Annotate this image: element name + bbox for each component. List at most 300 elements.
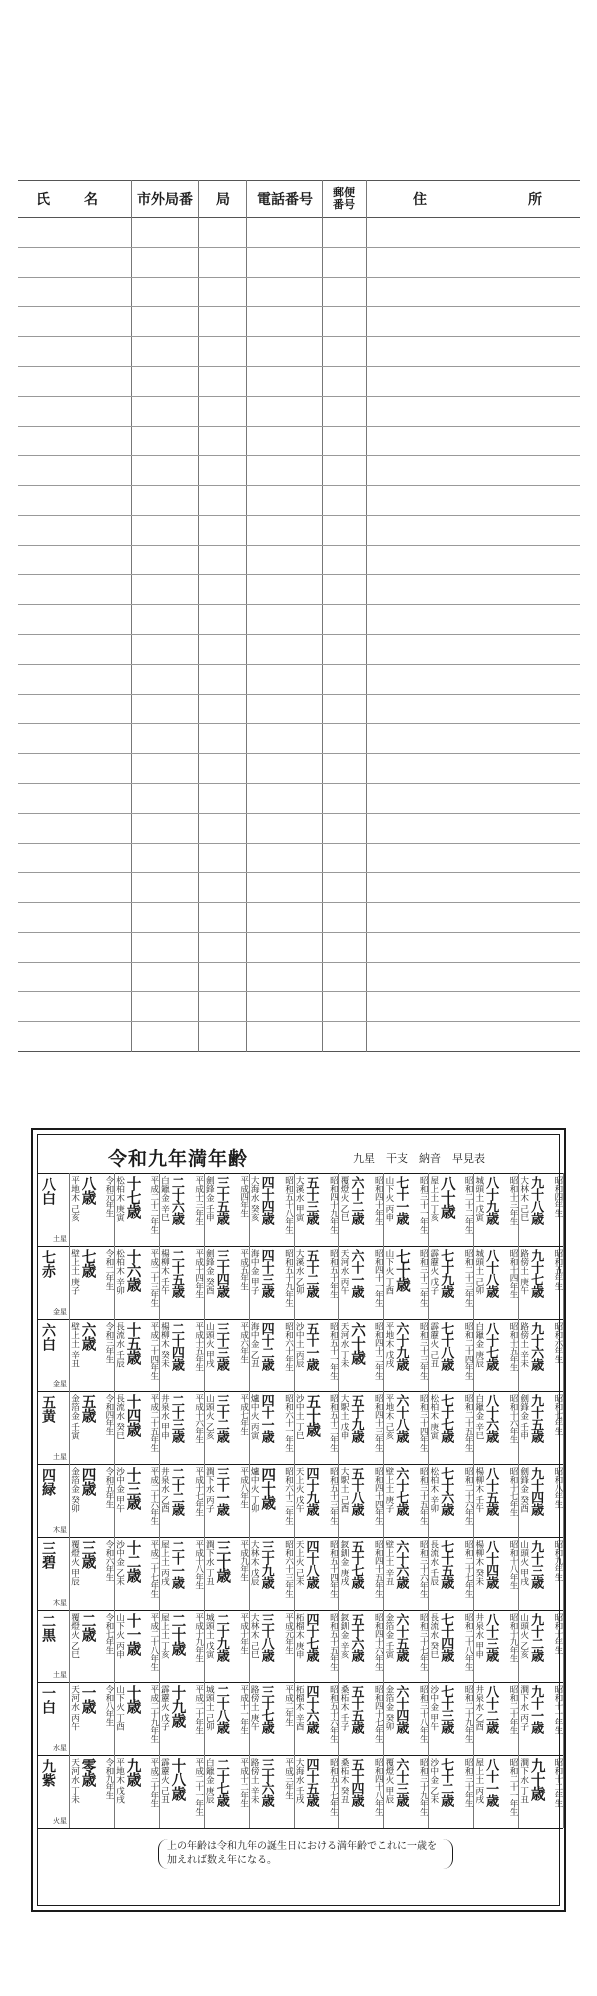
age-value: 三十七歳 (258, 1685, 274, 1734)
age-value: 八歳 (79, 1176, 97, 1205)
age-value: 二十六歳 (168, 1176, 184, 1224)
age-value: 二歳 (79, 1612, 97, 1642)
birth-year: 昭和四十八年生 (373, 1758, 384, 1816)
birth-year: 昭和四十年生 (373, 1176, 384, 1226)
address-row-line (18, 872, 580, 873)
nayin-eto: 釵釧金 辛亥 (339, 1612, 350, 1659)
age-cell (204, 1464, 249, 1537)
age-cell (159, 1682, 204, 1755)
nayin-eto: 路傍土 辛未 (518, 1321, 529, 1368)
column-divider (198, 180, 199, 1052)
age-cell (294, 1682, 339, 1755)
age-value: 二十一歳 (168, 1539, 184, 1588)
header-address-left: 住 (413, 191, 427, 208)
age-cell (294, 1464, 339, 1537)
age-cell (383, 1173, 428, 1246)
birth-year: 平成三年生 (283, 1758, 294, 1800)
birth-year: 平成三十年生 (148, 1758, 159, 1808)
age-cell (428, 1319, 473, 1392)
age-cell (473, 1464, 518, 1537)
age-value: 五十四歳 (348, 1758, 364, 1807)
age-value: 十五歳 (124, 1321, 142, 1365)
nayin-eto: 大林木 己巳 (518, 1176, 529, 1222)
address-row-line (18, 664, 580, 665)
nayin-eto: 大溪水 乙卯 (294, 1248, 305, 1295)
age-value: 六十八歳 (393, 1394, 409, 1443)
age-cell (338, 1537, 383, 1610)
birth-year: 令和五年生 (103, 1467, 114, 1509)
grid-column-line (563, 1173, 564, 1828)
nayin-eto: 天上火 己未 (294, 1539, 305, 1586)
age-cell (159, 1464, 204, 1537)
age-grid (38, 1173, 563, 1828)
birth-year: 昭和十三年生 (508, 1176, 519, 1226)
nayin-eto: 山頭火 甲戌 (204, 1321, 215, 1368)
age-cell (428, 1464, 473, 1537)
age-cell (69, 1464, 114, 1537)
birth-year: 昭和十年生 (552, 1612, 563, 1654)
header-bottom-border (18, 217, 580, 218)
nayin-eto: 城頭土 己卯 (473, 1248, 484, 1295)
age-value: 四十四歳 (258, 1176, 274, 1224)
header-address-right: 所 (528, 191, 542, 208)
nayin-eto: 霹靂火 戊子 (159, 1685, 170, 1732)
nayin-eto: 井泉水 乙酉 (473, 1685, 484, 1732)
age-cell (473, 1755, 518, 1828)
age-value: 三十五歳 (213, 1176, 229, 1224)
birth-year: 昭和四十七年生 (373, 1685, 384, 1743)
age-cell (159, 1246, 204, 1319)
age-value: 四十二歳 (258, 1321, 274, 1370)
star-element: 土星 (53, 1453, 67, 1462)
age-value: 十六歳 (124, 1248, 142, 1292)
age-cell (294, 1537, 339, 1610)
address-row-line (18, 932, 580, 933)
nayin-eto: 松柏木 庚寅 (114, 1176, 125, 1222)
nayin-eto: 霹靂火 戊子 (428, 1248, 439, 1295)
nayin-eto: 山下火 丁酉 (383, 1248, 394, 1295)
nayin-eto: 屋上土 丙戌 (159, 1539, 170, 1586)
age-cell (114, 1173, 159, 1246)
address-row-line (18, 902, 580, 903)
birth-year: 昭和十四年生 (508, 1248, 519, 1298)
age-value: 六十三歳 (393, 1758, 409, 1807)
age-cell (204, 1682, 249, 1755)
nayin-eto: 劍鋒金 壬申 (518, 1394, 529, 1441)
nayin-eto: 金箔金 癸卯 (383, 1685, 394, 1732)
age-value: 四十五歳 (303, 1758, 319, 1807)
age-cell (159, 1319, 204, 1392)
age-value: 零歳 (79, 1758, 97, 1787)
birth-year: 昭和六十年生 (283, 1321, 294, 1371)
age-cell (294, 1755, 339, 1828)
age-value: 一歳 (79, 1685, 97, 1714)
age-value: 三十六歳 (258, 1758, 274, 1807)
age-chart-frame (37, 1134, 563, 1906)
birth-year: 昭和二十七年生 (463, 1539, 474, 1598)
age-value: 八十五歳 (483, 1467, 499, 1516)
birth-year: 昭和二十三年生 (463, 1248, 474, 1307)
age-value: 四十三歳 (258, 1248, 274, 1297)
birth-year: 昭和五十四年生 (328, 1539, 339, 1598)
star-cell (38, 1246, 69, 1319)
age-value: 二十八歳 (213, 1685, 229, 1734)
star-cell (38, 1682, 69, 1755)
nayin-eto: 壁上土 辛丑 (383, 1539, 394, 1586)
nayin-eto: 爐中火 丙寅 (249, 1394, 260, 1441)
age-cell (249, 1319, 294, 1392)
nayin-eto: 天河水 丁未 (339, 1321, 350, 1368)
age-value: 四十一歳 (258, 1394, 274, 1443)
age-cell (69, 1682, 114, 1755)
star-cell (38, 1537, 69, 1610)
age-cell (159, 1610, 204, 1683)
birth-year: 昭和二十二年生 (463, 1176, 474, 1234)
nayin-eto: 白鑞金 庚辰 (473, 1321, 484, 1368)
address-row-line (18, 604, 580, 605)
age-value: 七十五歳 (438, 1539, 454, 1588)
star-name: 一白 (40, 1686, 56, 1715)
nayin-eto: 金箔金 壬寅 (383, 1612, 394, 1659)
age-cell (114, 1464, 159, 1537)
address-row-line (18, 694, 580, 695)
footnote: 上の年齢は令和九年の誕生日における満年齢でこれに一歳を加えれば数え年になる。 (158, 1839, 453, 1869)
age-cell (114, 1755, 159, 1828)
age-cell (518, 1319, 563, 1392)
birth-year: 昭和二十四年生 (463, 1321, 474, 1379)
age-cell (249, 1246, 294, 1319)
age-value: 五十二歳 (303, 1248, 319, 1297)
birth-year: 昭和四十六年生 (373, 1612, 384, 1671)
birth-year: 平成九年生 (238, 1539, 249, 1581)
address-row-line (18, 574, 580, 575)
birth-year: 令和九年生 (103, 1758, 114, 1800)
age-cell (204, 1173, 249, 1246)
age-value: 四歳 (79, 1467, 97, 1496)
star-name: 六白 (40, 1322, 56, 1351)
nayin-eto: 屋上土 丙戌 (473, 1758, 484, 1804)
header-postal-line1: 郵便 (333, 185, 355, 199)
age-value: 五十五歳 (348, 1685, 364, 1734)
birth-year: 昭和五十九年生 (283, 1248, 294, 1307)
address-row-line (18, 783, 580, 784)
nayin-eto: 金箔金 壬寅 (69, 1394, 80, 1441)
header-postal-line2: 番号 (333, 197, 355, 211)
age-value: 三十九歳 (258, 1539, 274, 1588)
age-value: 十七歳 (124, 1176, 142, 1219)
age-cell (69, 1610, 114, 1683)
birth-year: 昭和四十九年生 (328, 1176, 339, 1234)
age-cell (428, 1755, 473, 1828)
star-element: 木星 (53, 1525, 67, 1534)
birth-year: 昭和三十二年生 (418, 1248, 429, 1307)
birth-year: 平成四年生 (238, 1176, 249, 1217)
age-value: 六十九歳 (393, 1321, 409, 1370)
birth-year: 昭和五十五年生 (328, 1612, 339, 1671)
nayin-eto: 澗下水 丙子 (204, 1467, 215, 1513)
star-name: 九紫 (40, 1759, 56, 1788)
age-cell (383, 1610, 428, 1683)
nayin-eto: 長流水 癸巳 (114, 1394, 125, 1441)
birth-year: 昭和三十一年生 (418, 1176, 429, 1234)
birth-year: 昭和十五年生 (508, 1321, 519, 1371)
age-cell (473, 1246, 518, 1319)
age-value: 九歳 (124, 1758, 142, 1787)
age-value: 三歳 (79, 1539, 97, 1569)
column-divider (131, 180, 132, 1052)
nayin-eto: 沙中土 丁巳 (294, 1394, 305, 1441)
birth-year: 平成二十五年生 (148, 1394, 159, 1452)
age-cell (428, 1537, 473, 1610)
birth-year: 令和二年生 (103, 1248, 114, 1290)
nayin-eto: 路傍土 庚午 (518, 1248, 529, 1295)
nayin-eto: 井泉水 甲申 (159, 1394, 170, 1441)
nayin-eto: 楊柳木 壬午 (473, 1467, 484, 1513)
birth-year: 昭和五十七年生 (328, 1758, 339, 1816)
age-value: 九十二歳 (528, 1612, 544, 1661)
age-cell (383, 1755, 428, 1828)
nayin-eto: 海中金 甲子 (249, 1248, 260, 1295)
age-cell (473, 1391, 518, 1464)
birth-year: 平成七年生 (238, 1394, 249, 1436)
birth-year: 昭和二十五年生 (463, 1394, 474, 1452)
age-value: 七十三歳 (438, 1685, 454, 1734)
star-element: 水星 (53, 1744, 67, 1753)
star-element: 土星 (53, 1671, 67, 1680)
birth-year: 令和七年生 (103, 1612, 114, 1654)
nayin-eto: 澗下水 丁丑 (518, 1758, 529, 1804)
nayin-eto: 城頭土 戊寅 (204, 1612, 215, 1659)
nayin-eto: 沙中金 乙未 (114, 1539, 125, 1586)
age-value: 八十七歳 (483, 1321, 499, 1370)
age-cell (204, 1391, 249, 1464)
birth-year: 平成二十九年生 (148, 1685, 159, 1743)
nayin-eto: 金箔金 癸卯 (69, 1467, 80, 1513)
age-value: 七十八歳 (438, 1321, 454, 1370)
age-value: 六十七歳 (393, 1467, 409, 1516)
nayin-eto: 劍鋒金 壬申 (204, 1176, 215, 1222)
age-value: 十九歳 (169, 1685, 187, 1729)
star-element: 金星 (53, 1380, 67, 1389)
age-value: 十四歳 (124, 1394, 142, 1437)
column-divider (366, 180, 367, 1052)
birth-year: 昭和五十六年生 (328, 1685, 339, 1743)
birth-year: 令和三年生 (103, 1321, 114, 1363)
age-cell (249, 1391, 294, 1464)
age-cell (338, 1319, 383, 1392)
address-row-line (18, 366, 580, 367)
birth-year: 平成十九年生 (193, 1612, 204, 1662)
age-cell (338, 1755, 383, 1828)
nayin-eto: 山頭火 甲戌 (518, 1539, 529, 1586)
birth-year: 昭和三十四年生 (418, 1394, 429, 1452)
nayin-eto: 城頭土 己卯 (204, 1685, 215, 1732)
age-cell (159, 1173, 204, 1246)
age-value: 三十歳 (214, 1539, 232, 1583)
nayin-eto: 松柏木 辛卯 (428, 1467, 439, 1513)
age-value: 六十一歳 (348, 1248, 364, 1297)
nayin-eto: 松柏木 庚寅 (428, 1394, 439, 1441)
birth-year: 平成二年生 (283, 1685, 294, 1727)
nayin-eto: 楊柳木 壬午 (159, 1248, 170, 1295)
nayin-eto: 霹靂火 己丑 (159, 1758, 170, 1804)
age-value: 八十一歳 (483, 1758, 499, 1807)
birth-year: 昭和九年生 (552, 1539, 563, 1581)
age-value: 六十六歳 (393, 1539, 409, 1588)
age-value: 八十八歳 (483, 1248, 499, 1297)
birth-year: 平成二十七年生 (148, 1539, 159, 1598)
birth-year: 平成十五年生 (193, 1321, 204, 1371)
table-bottom-border (18, 1051, 580, 1052)
nayin-eto: 天河水 丁未 (69, 1758, 80, 1804)
nayin-eto: 屋上土 丁亥 (159, 1612, 170, 1659)
age-value: 七十二歳 (438, 1758, 454, 1807)
age-value: 二十七歳 (213, 1758, 229, 1807)
age-value: 二十三歳 (168, 1394, 184, 1443)
nayin-eto: 桑柘木 癸丑 (339, 1758, 350, 1804)
age-cell (383, 1537, 428, 1610)
age-value: 五十歳 (304, 1394, 322, 1437)
age-value: 八十二歳 (483, 1685, 499, 1734)
nayin-eto: 大林木 戊辰 (249, 1539, 260, 1586)
nayin-eto: 天上火 戊午 (294, 1467, 305, 1513)
star-element: 木星 (53, 1598, 67, 1607)
age-value: 十歳 (124, 1685, 142, 1714)
birth-year: 昭和十二年生 (552, 1758, 563, 1808)
age-cell (383, 1246, 428, 1319)
nayin-eto: 楊柳木 癸未 (473, 1539, 484, 1586)
age-cell (69, 1319, 114, 1392)
age-value: 五十九歳 (348, 1394, 364, 1443)
age-cell (338, 1610, 383, 1683)
star-element: 金星 (53, 1307, 67, 1316)
birth-year: 平成十四年生 (193, 1248, 204, 1298)
nayin-eto: 大海水 癸亥 (249, 1176, 260, 1222)
age-value: 六歳 (79, 1321, 97, 1350)
age-value: 七十九歳 (438, 1248, 454, 1297)
birth-year: 昭和十九年生 (508, 1612, 519, 1662)
age-value: 九十八歳 (528, 1176, 544, 1224)
age-cell (204, 1755, 249, 1828)
age-cell (473, 1319, 518, 1392)
age-cell (204, 1537, 249, 1610)
birth-year: 昭和五十一年生 (328, 1321, 339, 1379)
age-cell (294, 1173, 339, 1246)
nayin-eto: 大林木 己巳 (249, 1612, 260, 1659)
nayin-eto: 釵釧金 庚戌 (339, 1539, 350, 1586)
age-cell (249, 1537, 294, 1610)
age-cell (383, 1464, 428, 1537)
birth-year: 平成二十二年生 (148, 1176, 159, 1234)
birth-year: 昭和二十八年生 (463, 1612, 474, 1671)
age-value: 五十六歳 (348, 1612, 364, 1661)
birth-year: 昭和二十一年生 (508, 1758, 519, 1816)
star-name: 七赤 (40, 1249, 56, 1278)
nayin-eto: 沙中金 甲午 (428, 1685, 439, 1732)
nayin-eto: 壁上土 辛丑 (69, 1321, 80, 1368)
birth-year: 昭和三十八年生 (418, 1685, 429, 1743)
nayin-eto: 山下火 丙申 (383, 1176, 394, 1222)
age-value: 十一歳 (124, 1612, 142, 1656)
nayin-eto: 天河水 丙午 (69, 1685, 80, 1732)
age-value: 二十九歳 (213, 1612, 229, 1661)
age-cell (114, 1537, 159, 1610)
nayin-eto: 白鑞金 辛巳 (159, 1176, 170, 1222)
nayin-eto: 山頭火 乙亥 (518, 1612, 529, 1659)
star-cell (38, 1173, 69, 1246)
age-cell (518, 1246, 563, 1319)
birth-year: 令和元年生 (103, 1176, 114, 1217)
birth-year: 平成十三年生 (193, 1176, 204, 1226)
age-cell (249, 1173, 294, 1246)
birth-year: 平成二十一年生 (193, 1758, 204, 1816)
birth-year: 令和六年生 (103, 1539, 114, 1581)
birth-year: 平成二十年生 (193, 1685, 204, 1735)
birth-year: 昭和三十五年生 (418, 1467, 429, 1525)
age-value: 四十七歳 (303, 1612, 319, 1661)
nayin-eto: 平地木 戊戌 (383, 1321, 394, 1368)
age-cell (473, 1537, 518, 1610)
star-element: 火星 (53, 1816, 67, 1825)
birth-year: 平成十六年生 (193, 1394, 204, 1444)
age-cell (428, 1173, 473, 1246)
age-value: 七十四歳 (438, 1612, 454, 1661)
age-cell (114, 1246, 159, 1319)
nayin-eto: 大海水 壬戌 (294, 1758, 305, 1804)
birth-year: 平成十七年生 (193, 1467, 204, 1517)
nayin-eto: 路傍土 辛未 (249, 1758, 260, 1804)
address-row-line (18, 455, 580, 456)
nayin-eto: 桑柘木 壬子 (339, 1685, 350, 1732)
age-cell (428, 1246, 473, 1319)
age-value: 八十歳 (438, 1176, 456, 1219)
age-cell (338, 1464, 383, 1537)
birth-year: 平成二十六年生 (148, 1467, 159, 1525)
birth-year: 昭和四年生 (552, 1176, 563, 1217)
nayin-eto: 井泉水 甲申 (473, 1612, 484, 1659)
address-row-line (18, 634, 580, 635)
address-row-line (18, 277, 580, 278)
age-value: 三十一歳 (213, 1467, 229, 1516)
nayin-eto: 山頭火 乙亥 (204, 1394, 215, 1441)
star-name: 三碧 (40, 1540, 56, 1569)
age-value: 七十歳 (393, 1248, 411, 1292)
nayin-eto: 平地木 己亥 (383, 1394, 394, 1441)
address-row-line (18, 1021, 580, 1022)
header-exchange: 局 (216, 191, 230, 208)
nayin-eto: 平地木 己亥 (69, 1176, 80, 1222)
age-value: 五十八歳 (348, 1467, 364, 1516)
age-value: 二十歳 (169, 1612, 187, 1656)
age-value: 九十七歳 (528, 1248, 544, 1297)
nayin-eto: 長流水 壬辰 (114, 1321, 125, 1368)
birth-year: 平成二十三年生 (148, 1248, 159, 1307)
nayin-eto: 沙中金 乙未 (428, 1758, 439, 1804)
nayin-eto: 大溪水 甲寅 (294, 1176, 305, 1222)
age-cell (69, 1755, 114, 1828)
age-cell (383, 1319, 428, 1392)
age-chart (31, 1128, 566, 1912)
birth-year: 昭和三十年生 (463, 1758, 474, 1808)
birth-year: 昭和七年生 (552, 1394, 563, 1436)
age-cell (69, 1173, 114, 1246)
nayin-eto: 柘榴木 庚申 (294, 1612, 305, 1659)
birth-year: 平成十八年生 (193, 1539, 204, 1590)
age-value: 四十六歳 (303, 1685, 319, 1734)
age-value: 六十四歳 (393, 1685, 409, 1734)
nayin-eto: 白鑞金 庚辰 (204, 1758, 215, 1804)
address-row-line (18, 753, 580, 754)
